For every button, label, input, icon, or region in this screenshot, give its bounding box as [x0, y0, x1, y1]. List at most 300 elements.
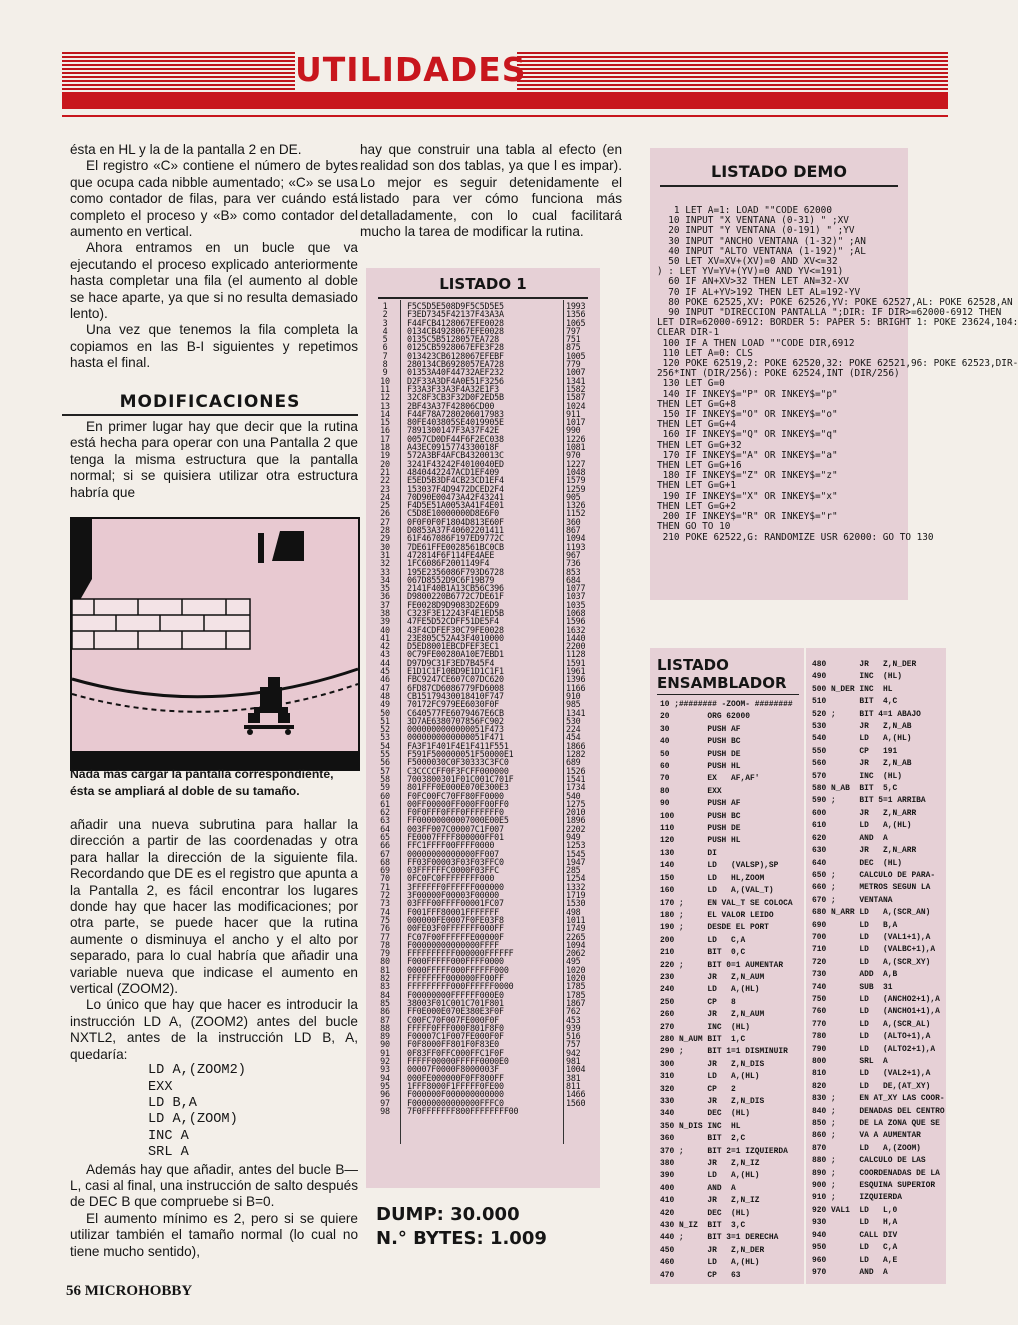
asm-line: 370 ; BIT 2=1 IZQUIERDA	[660, 1146, 788, 1156]
asm-line: 230 JR Z,N_AUM	[660, 972, 765, 982]
listado1-line-number: 42	[380, 641, 390, 652]
listado1-checksum: 1961	[566, 666, 586, 677]
listado1-checksum: 1719	[566, 890, 586, 901]
demo-code-line: 100 IF A THEN LOAD ""CODE DIR,6912	[657, 337, 855, 349]
ensamblador-title-line: ENSAMBLADOR	[657, 674, 787, 692]
asm-line: 140 LD (VALSP),SP	[660, 861, 779, 871]
demo-code-line: THEN LET G=G+16	[657, 460, 742, 472]
listado1-line-number: 48	[380, 690, 390, 701]
asm-line: 860 ; VA A AUMENTAR	[812, 1131, 921, 1141]
asm-line: 410 JR Z,N_IZ	[660, 1196, 760, 1206]
listado1-line-number: 68	[380, 856, 390, 867]
listado1-hex-row: F001FFF80001FFFFFFF	[407, 906, 500, 917]
listado1-line-number: 47	[380, 682, 390, 693]
asm-line: 270 INC (HL)	[660, 1022, 750, 1032]
listado1-line-number: 75	[380, 914, 390, 925]
asm-line: 450 JR Z,N_DER	[660, 1245, 765, 1255]
listado1-line-number: 28	[380, 525, 390, 536]
listado1-line-number: 46	[380, 674, 390, 685]
asm-line: 830 ; EN AT_XY LAS COOR-	[812, 1094, 945, 1104]
listado1-hex-row: 153037F4D9472DCED2F4	[407, 483, 504, 494]
listado1-line-number: 98	[380, 1105, 390, 1116]
listado1-hex-row: 0125CB5928067EFE3F28	[407, 342, 504, 353]
listado1-line-number: 72	[380, 890, 390, 901]
listado1-checksum: 1582	[566, 383, 586, 394]
listado1-line-number: 55	[380, 749, 390, 760]
asm-line: 290 ; BIT 1=1 DISMINUIR	[660, 1047, 788, 1057]
listado1-hex-row: 067D8552D9C6F19B79	[407, 574, 495, 585]
listado1-hex-row: FE0028D9D9083D2E6D9	[407, 599, 500, 610]
listado1-line-number: 36	[380, 591, 390, 602]
listado1-title: LISTADO 1	[439, 275, 527, 293]
listado1-checksum: 1993	[566, 301, 586, 311]
asm-line: 620 AND A	[812, 833, 888, 843]
listado1-line-number: 4	[382, 325, 388, 336]
asm-line: 940 CALL DIV	[812, 1230, 898, 1240]
asm-line: 750 LD (ANCHO2+1),A	[812, 994, 940, 1004]
asm-line: 970 AND A	[812, 1267, 888, 1277]
listado1-checksum: 1596	[566, 616, 586, 627]
listado1-checksum: 1017	[566, 417, 586, 428]
asm-line: 250 CP 8	[660, 997, 736, 1007]
listado1-checksum: 1749	[566, 923, 586, 934]
listado1-line-number: 23	[380, 483, 390, 494]
listado1-checksums	[566, 302, 596, 1107]
asm-line: 130 DI	[660, 848, 717, 858]
listado1-line-number: 40	[380, 624, 390, 635]
listado1-line-number: 77	[380, 931, 390, 942]
asm-line: 500 N_DER INC HL	[812, 684, 893, 694]
listado1-line-number: 12	[380, 392, 390, 403]
listado1-checksum: 949	[566, 832, 581, 842]
demo-code-line: 256*INT (DIR/256): POKE 62524,INT (DIR/256)	[657, 368, 900, 380]
ensamblador-title	[657, 656, 787, 692]
listado1-checksum: 1947	[566, 856, 586, 867]
listado1-line-number: 38	[380, 607, 390, 618]
listado1-checksum: 1048	[566, 466, 586, 477]
listado1-line-number: 56	[380, 757, 390, 768]
listado1-line-number: 18	[380, 442, 390, 453]
demo-code-line: 20 INPUT "Y VENTANA (0-191) " ;YV	[657, 225, 855, 237]
listado1-hex-row: 472814F6F114FE4AEE	[407, 549, 495, 560]
listado1-checksum: 751	[566, 334, 581, 345]
listado1-hex-row: 0F83FF0FFC000FFC1F0F	[407, 1047, 504, 1058]
listado1-checksum: 285	[566, 865, 581, 876]
listado1-hex-data	[407, 302, 563, 1115]
listado1-checksum: 1440	[566, 632, 586, 643]
asm-line: 90 PUSH AF	[660, 799, 741, 809]
listado1-line-number: 82	[380, 973, 390, 984]
listado1-hex-row: 00000000000000FF007	[407, 848, 500, 859]
listado1-line-number: 31	[380, 549, 390, 560]
listado1-line-number: 44	[380, 657, 390, 668]
asm-line: 400 AND A	[660, 1183, 736, 1193]
listado1-checksum: 1065	[566, 317, 586, 328]
asm-line: 950 LD C,A	[812, 1243, 898, 1253]
asm-line: 570 INC (HL)	[812, 771, 902, 781]
listado1-checksum: 990	[566, 425, 581, 436]
listado1-line-number: 35	[380, 583, 390, 594]
demo-code-line: THEN LET G=G+32	[657, 439, 742, 451]
demo-code-line: THEN LET G=G+1	[657, 480, 737, 492]
paragraph: hay que construir una tabla al efecto (en realidad son dos tablas, ya que l es impar). Lo mejor es seguir detenidamente el listado para ver cómo funciona más detalladamente, con lo cual facilitará mucho la tarea de modificar la rutina.	[360, 142, 622, 240]
listado1-hex-row: 1FFF8000F1FFFFF0FE00	[407, 1080, 504, 1091]
listado1-checksum: 1226	[566, 433, 586, 444]
asm-line: 550 CP 191	[812, 746, 898, 756]
listado1-hex-row: 43F4CDFEF30C79FE0028	[407, 624, 504, 635]
code-line: EXX	[148, 1079, 173, 1095]
listado1-line-number: 83	[380, 981, 390, 992]
asm-line: 700 LD (VAL1+1),A	[812, 932, 931, 942]
listado1-checksum: 1068	[566, 607, 586, 618]
listado1-checksum: 1341	[566, 375, 586, 386]
listado1-hex-row: 2141F40B1A13CB56C396	[407, 583, 504, 594]
asm-line: 120 PUSH HL	[660, 836, 741, 846]
listado1-line-number: 41	[380, 632, 390, 643]
listado1-line-number: 62	[380, 807, 390, 818]
demo-code-line: 150 IF INKEY$="O" OR INKEY$="o"	[657, 409, 838, 421]
listado1-checksum: 1466	[566, 1089, 586, 1100]
listado1-hex-row: 2BF43A37F42806CD00	[407, 400, 495, 411]
listado1-checksum: 970	[566, 450, 581, 461]
column1-top-text	[70, 142, 358, 372]
subheading-rule	[62, 414, 358, 416]
ensamblador-code-col1	[660, 699, 793, 1282]
listado1-hex-row: FF03F00003F03F03FFC0	[407, 856, 504, 867]
listado1-checksum: 530	[566, 715, 581, 726]
ensamblador-rule	[657, 694, 799, 695]
asm-line: 50 PUSH DE	[660, 749, 741, 759]
demo-code-line: 160 IF INKEY$="Q" OR INKEY$="q"	[657, 429, 838, 441]
listado1-line-number: 52	[380, 724, 390, 735]
listado1-checksum: 939	[566, 1022, 581, 1033]
listado1-hex-row: 7F0FFFFFFF800FFFFFFFF00	[407, 1105, 519, 1116]
listado1-hex-row: F00000000000000FFFC0	[407, 1097, 504, 1108]
asm-line: 910 ; IZQUIERDA	[812, 1193, 902, 1203]
listado1-checksum: 1545	[566, 848, 586, 859]
listado1-hex-row: 0F0F0F0F1804D813E60F	[407, 516, 504, 527]
asm-line: 560 JR Z,N_AB	[812, 759, 912, 769]
listado1-hex-row: FF0E000E070E380E3F0F	[407, 1006, 504, 1017]
listado1-hex-row: C00FC70F007FE000F0F	[407, 1014, 500, 1025]
asm-line: 870 LD A,(ZOOM)	[812, 1143, 921, 1153]
listado1-hex-row: A43EC0915774330018F	[407, 442, 500, 453]
paragraph: ésta en HL y la de la pantalla 2 en DE.	[70, 142, 302, 157]
listado1-line-number: 26	[380, 508, 390, 519]
listado1-hex-row: F33A3F33A3F4A32E1F3	[407, 383, 500, 394]
code-line: INC A	[148, 1128, 189, 1144]
asm-line: 340 DEC (HL)	[660, 1109, 750, 1119]
listado1-line-number: 79	[380, 948, 390, 959]
listado1-hex-row: 801FFF0E000E070E300E3	[407, 782, 509, 793]
asm-line: 770 LD A,(SCR_AL)	[812, 1019, 931, 1029]
demo-code-line: 190 IF INKEY$="X" OR INKEY$="x"	[657, 490, 838, 502]
listado1-line-number: 51	[380, 715, 390, 726]
listado1-line-number: 64	[380, 823, 390, 834]
asm-line: 190 ; DESDE EL PORT	[660, 923, 769, 933]
listado1-line-number: 21	[380, 466, 390, 477]
asm-line: 710 LD (VALBC+1),A	[812, 945, 936, 955]
listado1-checksum: 1332	[566, 881, 586, 892]
listado1-divider	[400, 300, 401, 1144]
listado1-checksum: 1591	[566, 657, 586, 668]
listado1-line-number: 76	[380, 923, 390, 934]
demo-code-line: 110 LET A=0: CLS	[657, 347, 753, 359]
listado1-checksum: 1785	[566, 981, 586, 992]
demo-code-line: 10 INPUT "X VENTANA (0-31) " ;XV	[657, 215, 849, 227]
listado1-hex-row: 572A3BF4AFCB4320013C	[407, 450, 504, 461]
listado1-line-number: 6	[382, 342, 388, 353]
listado1-checksum: 1193	[566, 541, 586, 552]
listado1-checksum: 1579	[566, 475, 586, 486]
image-caption: Nada más cargar la pantalla correspondiente, ésta se ampliará al doble de su tamaño.	[70, 767, 334, 798]
listado1-hex-row: CB15179430018410F747	[407, 690, 504, 701]
listado1-hex-row: FE0007FFFF800000FF01	[407, 832, 504, 842]
paragraph: añadir una nueva subrutina para hallar la dirección a partir de las coordenadas y otra para hallar la dirección de la siguiente fila. Recordando que DE es el registro que apunta a la Pantalla 2, es fácil encontrar los lugares donde hay que hacer las modificaciones; por otra parte, se puede hacer que la rutina aumente o disminuya el ancho y el alto por separado, para lo cual habría que añadir una variable nueva que indicase el aumento en vertical (ZOOM2).	[70, 817, 358, 997]
listado1-line-number: 8	[382, 359, 388, 370]
listado1-checksum: 736	[566, 558, 581, 569]
listado1-checksum: 1785	[566, 989, 586, 1000]
listado1-line-number: 96	[380, 1089, 390, 1100]
listado1-divider	[563, 300, 564, 1144]
listado1-line-number: 59	[380, 782, 390, 793]
asm-line: 20 ORG 62000	[660, 712, 750, 722]
paragraph: El aumento mínimo es 2, pero si se quiere utilizar también el tamaño normal (lo cual no tiene mucho sentido),	[70, 1210, 358, 1259]
listado1-hex-row: 013423CB6128067EFEBF	[407, 350, 504, 361]
asm-line: 110 PUSH DE	[660, 824, 741, 834]
asm-line: 360 BIT 2,C	[660, 1134, 746, 1144]
listado1-hex-row: 0057CD0DF44F6F2EC038	[407, 433, 504, 444]
asm-line: 630 JR Z,N_ARR	[812, 846, 917, 856]
asm-line: 40 PUSH BC	[660, 737, 741, 747]
listado1-hex-row: 70D90E00473A42F43241	[407, 491, 504, 502]
listado1-line-number: 19	[380, 450, 390, 461]
listado1-hex-row: E1D1C1F10BD9E1D1C1F1	[407, 666, 504, 677]
listado1-hex-row: F4D5E51A0053A41F4E01	[407, 500, 504, 511]
asm-line: 70 EX AF,AF'	[660, 774, 760, 784]
asm-line: 160 LD A,(VAL_T)	[660, 886, 774, 896]
listado1-hex-row: F5000030C0F30333C3FC0	[407, 757, 509, 768]
listado1-line-number: 97	[380, 1097, 390, 1108]
listado1-hex-row: 000000FE0007F0FE03F8	[407, 914, 504, 925]
listado1-line-number: 25	[380, 500, 390, 511]
listado1-line-number: 69	[380, 865, 390, 876]
asm-line: 720 LD A,(SCR_XY)	[812, 957, 931, 967]
demo-code-line: 130 LET G=0	[657, 378, 725, 390]
listado1-hex-row: C3CCCCFF0F3FCFF000000	[407, 765, 509, 776]
asm-line: 900 ; ESQUINA SUPERIOR	[812, 1181, 936, 1191]
byte-count: N.° BYTES: 1.009	[376, 1228, 547, 1249]
header-bar	[62, 92, 948, 109]
listado1-checksum: 1587	[566, 392, 586, 403]
demo-code-line: THEN LET G=G+4	[657, 419, 737, 431]
listado1-line-number: 15	[380, 417, 390, 428]
listado1-checksum: 1037	[566, 591, 586, 602]
asm-line: 960 LD A,E	[812, 1255, 898, 1265]
listado1-hex-row: F3ED7345F42137F43A3A	[407, 309, 504, 320]
asm-line: 80 EXX	[660, 786, 722, 796]
listado1-line-number: 30	[380, 541, 390, 552]
listado1-checksum: 1396	[566, 674, 586, 685]
listado1-checksum: 1254	[566, 873, 586, 884]
listado1-hex-row: FFFFF0FFF000F801F8F0	[407, 1022, 504, 1033]
listado1-hex-row: F44FCB4128067EFE0028	[407, 317, 504, 328]
asm-line: 670 ; VENTANA	[812, 895, 893, 905]
asm-line: 740 SUB 31	[812, 982, 893, 992]
listado1-rule	[378, 297, 588, 299]
listado1-hex-row: 1FC6086F2001149F4	[407, 558, 490, 569]
listado1-line-number: 73	[380, 898, 390, 909]
asm-line: 240 LD A,(HL)	[660, 985, 760, 995]
listado1-hex-row: 6FD87CD6086779FD6008	[407, 682, 504, 693]
listado1-checksum: 985	[566, 699, 581, 710]
listado1-line-number: 7	[382, 350, 388, 361]
listado1-checksum: 942	[566, 1047, 581, 1058]
listado1-line-number: 10	[380, 375, 390, 386]
listado1-checksum: 684	[566, 574, 581, 585]
asm-line: 210 BIT 0,C	[660, 948, 746, 958]
listado1-checksum: 1005	[566, 350, 586, 361]
asm-line: 520 ; BIT 4=1 ABAJO	[812, 709, 921, 719]
paragraph: Una vez que tenemos la fila completa la copiamos en las B-I siguientes y repetimos hasta el final.	[70, 322, 358, 371]
listado1-line-number: 2	[382, 309, 388, 320]
game-screenshot-image	[70, 517, 360, 771]
listado1-checksum: 2010	[566, 807, 586, 818]
demo-code-line: 1 LET A=1: LOAD ""CODE 62000	[657, 205, 832, 216]
asm-line: 60 PUSH HL	[660, 762, 741, 772]
asm-line: 540 LD A,(HL)	[812, 734, 912, 744]
listado1-hex-row: 01353A40F44732AEF232	[407, 367, 504, 378]
listado1-checksum: 875	[566, 342, 581, 353]
asm-line: 380 JR Z,N_IZ	[660, 1159, 760, 1169]
header-rule	[62, 115, 948, 117]
listado1-hex-row: 195E2356086F793D6728	[407, 566, 504, 577]
asm-line: 470 CP 63	[660, 1270, 741, 1280]
listado1-line-number: 84	[380, 989, 390, 1000]
listado1-line-number: 92	[380, 1056, 390, 1067]
asm-line: 640 DEC (HL)	[812, 858, 902, 868]
listado1-hex-row: FC07F00FFFFFFE00000F	[407, 931, 504, 942]
listado1-checksum: 779	[566, 359, 581, 370]
listado1-checksum: 1227	[566, 458, 586, 469]
demo-code-line: 210 POKE 62522,G: RANDOMIZE USR 62000: GO TO 130	[657, 531, 934, 543]
listado1-hex-row: FA3F1F401F4E1F411F551	[407, 740, 509, 751]
listado1-line-number: 3	[382, 317, 388, 328]
listado1-checksum: 1866	[566, 740, 586, 751]
code-line: LD B,A	[148, 1095, 197, 1111]
asm-line: 650 ; CALCULO DE PARA-	[812, 870, 936, 880]
listado1-checksum: 1867	[566, 997, 586, 1008]
listado1-hex-row: F0FC00FC70FF80FF0000	[407, 790, 504, 801]
listado1-hex-row: 32C8F3CB3F32D0F2ED5B	[407, 392, 504, 403]
listado1-line-number: 66	[380, 840, 390, 851]
listado1-checksum: 853	[566, 566, 581, 577]
demo-code-line: THEN LET G=G+2	[657, 500, 737, 512]
listado1-line-number: 81	[380, 964, 390, 975]
asm-line: 260 JR Z,N_AUM	[660, 1010, 765, 1020]
code-line: SRL A	[148, 1145, 189, 1161]
listado1-checksum: 1128	[566, 649, 586, 660]
listado1-line-number: 67	[380, 848, 390, 859]
listado1-checksum: 1632	[566, 624, 586, 635]
paragraph: Ahora entramos en un bucle que va ejecutando el proceso explicado anteriormente hasta completar una fila (el aumento al doble se hace aparte, ya que si no resulta demasiado lento).	[70, 240, 358, 322]
listado-demo-title: LISTADO DEMO	[711, 162, 847, 181]
listado1-checksum: 1007	[566, 367, 586, 378]
listado1-line-number: 93	[380, 1064, 390, 1075]
asm-line: 460 LD A,(HL)	[660, 1258, 760, 1268]
code-snippet	[148, 1063, 358, 1161]
listado1-line-number: 61	[380, 798, 390, 809]
listado1-line-number: 60	[380, 790, 390, 801]
column2-text	[360, 142, 622, 240]
listado1-hex-row: 00FE03F0FFFFFFF000FF	[407, 923, 504, 934]
listado1-hex-row: 70172FC979EE6030F0F	[407, 699, 500, 710]
demo-code-line: THEN LET G=G+8	[657, 398, 737, 410]
asm-line: 150 LD HL,ZOOM	[660, 873, 765, 883]
paragraph: Lo único que hay que hacer es introducir la instrucción LD A, (ZOOM2) antes del bucle NXTL2, antes de la instrucción LD B, A, quedaría:	[70, 997, 358, 1062]
listado1-checksum: 867	[566, 525, 581, 536]
listado1-checksum: 981	[566, 1056, 581, 1067]
listado1-line-number: 29	[380, 533, 390, 544]
listado1-hex-row: FFFFFFFFFF000000FFFFFF	[407, 948, 514, 959]
asm-line: 680 N_ARR LD A,(SCR_AN)	[812, 908, 931, 918]
listado1-hex-row: 7003800301F01C001C701F	[407, 773, 514, 784]
asm-line: 920 VAL1 LD L,0	[812, 1205, 898, 1215]
demo-code-line: ) : LET YV=YV+(YV)=0 AND YV<=191)	[657, 266, 844, 278]
listado1-hex-row: FFFFFFFFF000FFFFFF0000	[407, 981, 514, 992]
listado1-hex-row: 38003F01C001C701F801	[407, 997, 504, 1008]
listado1-line-number: 90	[380, 1039, 390, 1050]
asm-line: 170 ; EN VAL_T SE COLOCA	[660, 898, 793, 908]
demo-code-line: 180 IF INKEY$="Z" OR INKEY$="z"	[657, 470, 838, 482]
listado1-line-number: 24	[380, 491, 390, 502]
listado1-hex-row: 0000000000000051F471	[407, 732, 504, 743]
listado1-line-number: 34	[380, 574, 390, 585]
listado1-line-numbers	[372, 302, 398, 1115]
listado1-checksum: 1004	[566, 1064, 586, 1075]
listado1-line-number: 65	[380, 832, 390, 842]
listado1-hex-row: F000FFFFF000FFFF0000	[407, 956, 504, 967]
listado1-checksum: 1024	[566, 400, 586, 411]
listado1-checksum: 1259	[566, 483, 586, 494]
listado1-checksum: 1020	[566, 973, 586, 984]
asm-line: 800 SRL A	[812, 1057, 888, 1066]
asm-line: 840 ; DENADAS DEL CENTRO	[812, 1106, 945, 1116]
code-line: LD A,(ZOOM2)	[148, 1063, 246, 1079]
listado1-line-number: 22	[380, 475, 390, 486]
listado1-checksum: 540	[566, 790, 581, 801]
asm-line: 730 ADD A,B	[812, 970, 898, 980]
demo-code-line: 80 POKE 62525,XV: POKE 62526,YV: POKE 62527,AL: POKE 62528,AN	[657, 296, 1013, 308]
listado1-checksum: 360	[566, 516, 581, 527]
listado1-checksum: 1326	[566, 500, 586, 511]
listado1-hex-row: 61F467086F197ED9772C	[407, 533, 504, 544]
asm-line: 600 JR Z,N_ARR	[812, 808, 917, 818]
listado1-hex-row: 3F00000F00003F00000	[407, 890, 500, 901]
listado1-hex-row: D9800220B6772C7DE61F	[407, 591, 504, 602]
listado1-hex-row: 00007F0000F8000003F	[407, 1064, 500, 1075]
listado1-hex-row: 03FFFFFFC0000F03FFC	[407, 865, 500, 876]
listado1-line-number: 89	[380, 1031, 390, 1042]
listado1-line-number: 49	[380, 699, 390, 710]
listado1-checksum: 1896	[566, 815, 586, 826]
listado1-checksum: 757	[566, 1039, 581, 1050]
listado1-checksum: 1011	[566, 914, 586, 925]
listado1-line-number: 50	[380, 707, 390, 718]
listado1-line-number: 16	[380, 425, 390, 436]
listado1-hex-row: C640577FE6079467E6CB	[407, 707, 504, 718]
listado1-hex-row: 000FE000000F0FF800FF	[407, 1072, 504, 1083]
